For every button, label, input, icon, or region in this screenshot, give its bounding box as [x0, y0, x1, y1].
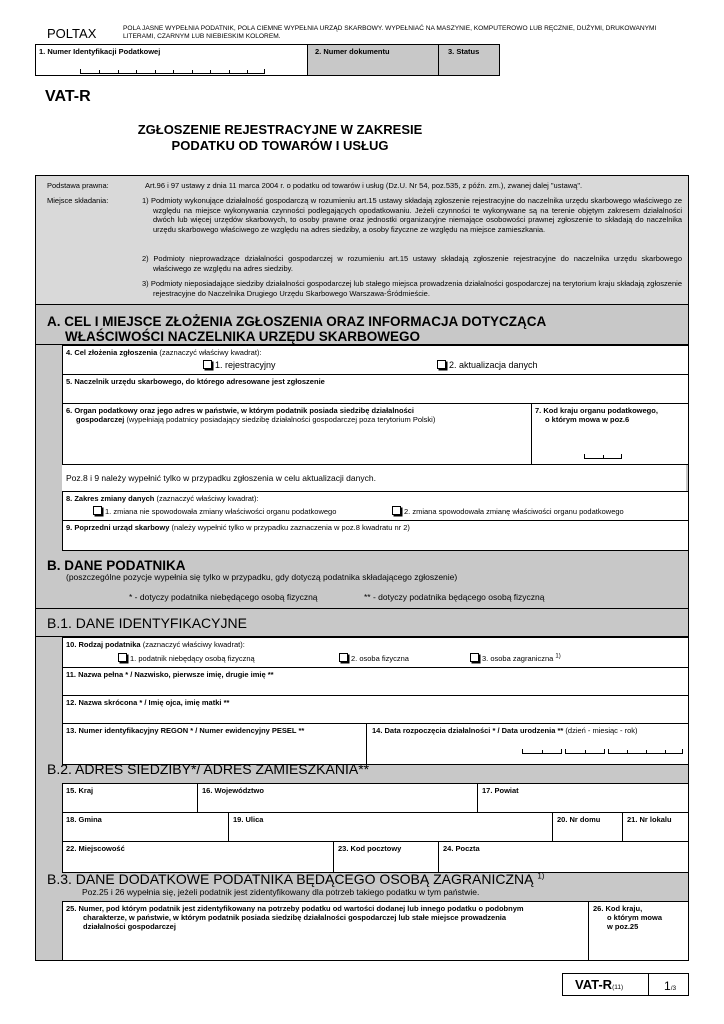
- field-19-street[interactable]: [228, 812, 553, 842]
- option-no-authority-change[interactable]: 1. zmiana nie spowodowała zmiany właściwości organu podatkowego: [93, 506, 336, 516]
- field-9-previous-office[interactable]: [62, 520, 689, 551]
- field-21-label: 21. Nr lokalu: [627, 815, 672, 824]
- section-a-left-margin: [35, 345, 62, 551]
- field-14-start-date[interactable]: [366, 723, 689, 765]
- status-label: 3. Status: [448, 47, 480, 56]
- legal-basis-label: Podstawa prawna:: [47, 181, 109, 190]
- country-code-digit-grid: [584, 454, 622, 459]
- field-21-apartment-number[interactable]: [622, 812, 689, 842]
- section-b3-left-margin: [35, 901, 62, 961]
- field-13-label: 13. Numer identyfikacyjny REGON * / Numer ewidencyjny PESEL **: [66, 726, 305, 735]
- field-17-county[interactable]: [477, 783, 689, 813]
- field-15-country[interactable]: [62, 783, 198, 813]
- section-a-title-line2: WŁAŚCIWOŚCI NACZELNIKA URZĘDU SKARBOWEGO: [65, 329, 420, 344]
- field-17-label: 17. Powiat: [482, 786, 519, 795]
- option-registration[interactable]: 1. rejestracyjny: [203, 360, 276, 370]
- field-10-label: 10. Rodzaj podatnika (zaznaczyć właściwy kwadrat):: [66, 640, 245, 649]
- form-title-line2: PODATKU OD TOWARÓW I USŁUG: [171, 138, 389, 153]
- field-8-change-scope: [62, 491, 689, 521]
- field-22-city[interactable]: [62, 841, 334, 873]
- legal-basis-text: Art.96 i 97 ustawy z dnia 11 marca 2004 r. o podatku od towarów i usług (Dz.U. Nr 54, poz.535, z późn. zm.), zwanej dalej "ustawą".: [145, 181, 583, 190]
- footer-form-code: VAT-R(11): [562, 973, 649, 996]
- legend-non-natural-person: * - dotyczy podatnika niebędącego osobą fizyczną: [129, 592, 318, 602]
- checkbox-legal-entity[interactable]: [118, 653, 127, 662]
- section-b1-title: B.1. DANE IDENTYFIKACYJNE: [47, 615, 247, 631]
- section-b-subtitle: (poszczególne pozycje wypełnia się tylko w przypadku, gdy dotyczą podatnika składającego zgłoszenie): [66, 572, 458, 582]
- status-field: [438, 44, 500, 76]
- field-19-label: 19. Ulica: [233, 815, 264, 824]
- field-4-purpose: [62, 345, 689, 375]
- field-4-label: 4. Cel złożenia zgłoszenia (zaznaczyć właściwy kwadrat):: [66, 348, 262, 357]
- nip-field[interactable]: [35, 44, 308, 76]
- field-24-post-office[interactable]: [438, 841, 689, 873]
- option-legal-entity[interactable]: 1. podatnik niebędący osobą fizyczną: [118, 653, 255, 663]
- section-b3-subtitle: Poz.25 i 26 wypełnia się, jeżeli podatnik jest zidentyfikowany dla potrzeb takiego podatku w tym państwie.: [82, 887, 480, 897]
- field-7-label: 7. Kod kraju organu podatkowego, o którym mowa w poz.6: [535, 406, 658, 424]
- field-12-label: 12. Nazwa skrócona * / Imię ojca, imię matki **: [66, 698, 230, 707]
- option-natural-person[interactable]: 2. osoba fizyczna: [339, 653, 409, 663]
- field-11-label: 11. Nazwa pełna * / Nazwisko, pierwsze imię, drugie imię **: [66, 670, 274, 679]
- form-code: VAT-R: [45, 88, 91, 105]
- nip-label: 1. Numer Identyfikacji Podatkowej: [39, 47, 161, 56]
- section-b1-left-margin: [35, 637, 62, 765]
- fill-instructions: POLA JASNE WYPEŁNIA PODATNIK, POLA CIEMNE WYPEŁNIA URZĄD SKARBOWY. WYPEŁNIAĆ NA MASZYNIE, KOMPUTEROWO LUB RĘCZNIE, DUŻYMI, DRUKOWANYMI LITERAMI, CZARNYM LUB NIEBIESKIM KOLOREM.: [123, 25, 657, 40]
- section-b2-left-margin: [35, 783, 62, 873]
- document-number-label: 2. Numer dokumentu: [315, 47, 390, 56]
- field-14-label: 14. Data rozpoczęcia działalności * / Data urodzenia ** (dzień - miesiąc - rok): [372, 726, 638, 735]
- section-b3-title: B.3. DANE DODATKOWE PODATNIKA BĘDĄCEGO OSOBĄ ZAGRANICZNĄ $^{1)}$: [47, 871, 545, 887]
- field-25-foreign-vat-number[interactable]: [62, 901, 589, 961]
- document-number-field: [307, 44, 439, 76]
- section-b-title: B. DANE PODATNIKA: [47, 558, 186, 573]
- note-fields-8-9: Poz.8 i 9 należy wypełnić tylko w przypadku zgłoszenia w celu aktualizacji danych.: [66, 473, 376, 483]
- field-7-country-code[interactable]: [531, 403, 689, 465]
- field-9-label: 9. Poprzedni urząd skarbowy (należy wypełnić tylko w przypadku zaznaczenia w poz.8 kwadratu nr 2): [66, 523, 410, 532]
- field-10-taxpayer-type: [62, 637, 689, 668]
- poltax-brand: POLTAX: [47, 26, 97, 41]
- submission-place-label: Miejsce składania:: [47, 196, 109, 205]
- field-15-label: 15. Kraj: [66, 786, 94, 795]
- field-6-foreign-authority[interactable]: [62, 403, 532, 465]
- checkbox-foreign-person[interactable]: [470, 653, 479, 662]
- checkbox-natural-person[interactable]: [339, 653, 348, 662]
- checkbox-update[interactable]: [437, 360, 446, 369]
- year-digit-grid: [608, 749, 683, 754]
- field-5-label: 5. Naczelnik urzędu skarbowego, do którego adresowane jest zgłoszenie: [66, 377, 325, 386]
- section-b2-title: B.2. ADRES SIEDZIBY*/ ADRES ZAMIESZKANIA**: [47, 761, 370, 777]
- field-20-label: 20. Nr domu: [557, 815, 601, 824]
- field-12-short-name[interactable]: [62, 695, 689, 724]
- field-8-label: 8. Zakres zmiany danych (zaznaczyć właściwy kwadrat):: [66, 494, 259, 503]
- field-26-label: 26. Kod kraju, o którym mowa w poz.25: [593, 904, 663, 931]
- field-11-full-name[interactable]: [62, 667, 689, 696]
- option-foreign-person[interactable]: 3. osoba zagraniczna $^{1)}$: [470, 653, 561, 663]
- field-23-label: 23. Kod pocztowy: [338, 844, 402, 853]
- field-6-label: 6. Organ podatkowy oraz jego adres w państwie, w którym podatnik posiada siedzibę działalności gospodarczej (wypełniają podatnicy posiadający siedzibę działalności gospodarczej poza terytorium Polski): [66, 406, 436, 424]
- field-18-label: 18. Gmina: [66, 815, 102, 824]
- submission-rule-1: 1) Podmioty wykonujące działalność gospodarczą w rozumieniu art.15 ustawy składają zgłoszenie rejestracyjne do naczelnika urzędu skarbowego właściwego ze względu na miejsce wykonywania czynności podlegających opodatkowaniu. Jeżeli czynności te wykonywane są na terenie objętym zakresem działalności dwóch lub więcej urzędów skarbowych, to osoby prawne oraz jednostki organizacyjne niemające osobowości prawnej zgłoszenie to składają do naczelnika urzędu skarbowego właściwego ze względu na adres siedziby, a osoby fizyczne ze względu na miejsce zamieszkania.: [142, 196, 682, 234]
- field-22-label: 22. Miejscowość: [66, 844, 125, 853]
- checkbox-authority-change[interactable]: [392, 506, 401, 515]
- option-update[interactable]: 2. aktualizacja danych: [437, 360, 538, 370]
- footer-page-number: 1/3: [648, 973, 689, 996]
- field-5-tax-office[interactable]: [62, 374, 689, 404]
- section-a-title-line1: A. CEL I MIEJSCE ZŁOŻENIA ZGŁOSZENIA ORAZ INFORMACJA DOTYCZĄCA: [47, 314, 547, 329]
- month-digit-grid: [565, 749, 605, 754]
- field-24-label: 24. Poczta: [443, 844, 480, 853]
- form-title-line1: ZGŁOSZENIE REJESTRACYJNE W ZAKRESIE: [137, 122, 423, 137]
- field-13-regon-pesel[interactable]: [62, 723, 367, 765]
- field-18-commune[interactable]: [62, 812, 229, 842]
- section-a-title: [47, 314, 546, 344]
- day-digit-grid: [522, 749, 562, 754]
- checkbox-no-authority-change[interactable]: [93, 506, 102, 515]
- submission-rule-3: 3) Podmioty nieposiadające siedziby działalności gospodarczej lub stałego miejsca prowadzenia działalności gospodarczej na terytorium kraju składają zgłoszenie rejestracyjne do Naczelnika Drugiego Urzędu Skarbowego Warszawa-Śródmieście.: [142, 279, 682, 298]
- field-16-label: 16. Województwo: [202, 786, 264, 795]
- form-title: [95, 122, 465, 154]
- field-25-label: 25. Numer, pod którym podatnik jest zidentyfikowany na potrzeby podatku od wartości dodanej lub innego podatku o podobnym charakterze, w państwie, w którym podatnik posiada siedzibę działalności gospodarczej lub stałe miejsce prowadzenia działalności gospodarczej: [66, 904, 524, 931]
- submission-rule-2: 2) Podmioty nieprowadzące działalności gospodarczej w rozumieniu art.15 ustawy składają zgłoszenie rejestracyjne do naczelnika urzędu skarbowego właściwego ze względu na adres siedziby.: [142, 254, 682, 273]
- field-20-house-number[interactable]: [552, 812, 623, 842]
- field-26-country-code[interactable]: [588, 901, 689, 961]
- legend-natural-person: ** - dotyczy podatnika będącego osobą fizyczną: [364, 592, 545, 602]
- field-16-voivodeship[interactable]: [197, 783, 478, 813]
- checkbox-registration[interactable]: [203, 360, 212, 369]
- option-authority-change[interactable]: 2. zmiana spowodowała zmianę właściwości organu podatkowego: [392, 506, 624, 516]
- nip-digit-grid: [80, 69, 265, 74]
- field-23-postal-code[interactable]: [333, 841, 439, 873]
